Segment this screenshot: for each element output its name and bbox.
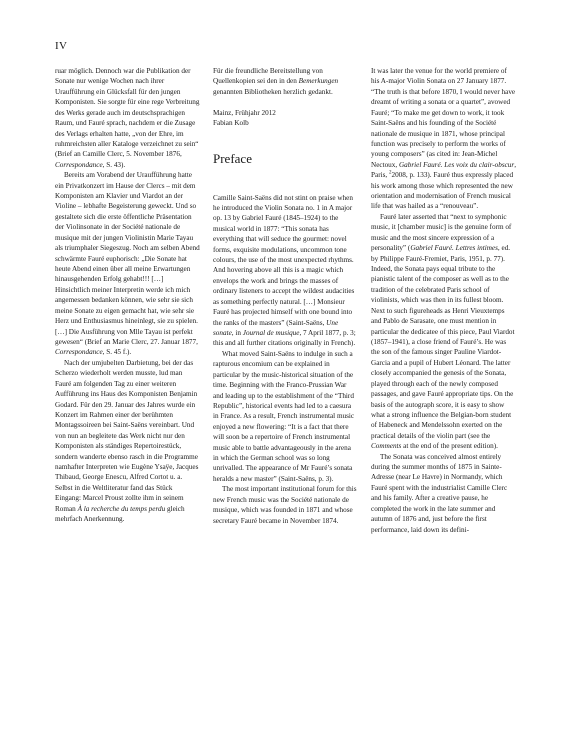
paragraph: It was later the venue for the world premiere of his A-major Violin Sonata on 27 January 1877. “The truth is that before 1870, I would never have dreamt of writing a sonata or a quartet”, avowed Fauré; “To make me get down to work, it took Saint-Saëns and his founding of the Société nationale de musique in 1871, whose principal function was precisely to perform the works of young composers” (as cited in: Jean-Michel Nectoux, Gabriel Fauré. Les voix du clair-obscur, Paris, $^2$2008, p. 133). Fauré thus expressly placed his work among those which represented the new orientation and modernisation of French musical life that was hailed as a “renouveau”. [371,67,516,211]
author-name: Fabian Kolb [213,119,249,128]
paragraph: Nach der umjubelten Darbietung, bei der das Scherzo wiederholt werden musste, lud man Fauré am folgenden Tag zu einer weiteren Aufführung ins Haus des Komponisten Benjamin Godard. Für den 29. Januar des Jahres wurde ein Konzert im Rahmen einer der berühmten Montagssoireen bei Saint-Saëns vereinbart. Und von nun an begleitete das Werk nicht nur den Komponisten als ständiges Repertoirestück, sondern wanderte ebenso rasch in die Programme namhafter Interpreten wie Eugène Ysaÿe, Jacques Thibaud, George Enescu, Alfred Cortot u. a. Selbst in die Weltliteratur fand das Stück Eingang: Marcel Proust zollte ihm in seinem Roman À la recherche du temps perdu gleich mehrfach Anerkennung. [55,358,199,524]
paragraph: The Sonata was conceived almost entirely during the summer months of 1875 in Sainte-Adresse (near Le Havre) in Normandy, which Fauré spent with the industrialist Camille Clerc and his family. After a creative pause, he completed the work in the late summer and autumn of 1876 and, just before the first performance, laid down its defini- [371,452,508,534]
section-heading-preface: Preface [213,150,252,166]
text-column-english [371,66,516,535]
place-date: Mainz, Frühjahr 2012 [213,108,276,117]
paragraph: Fauré later asserted that “next to symphonic music, it [chamber music] is the genuine form of music and the most sincere expression of a personality” (Gabriel Fauré. Lettres intimes, ed. by Philippe Fauré-Fremiet, Paris, 1951, p. 77). Indeed, the Sonata pays equal tribute to the pianistic talent of the composer as well as to the tradition of the celebrated Paris school of violinists, which was then in its fullest bloom. Next to such figureheads as Henri Vieuxtemps and Pablo de Sarasate, one must mention in particular the dedicatee of this piece, Paul Viardot (1857–1941), a close friend of Fauré’s. He was the son of the famous singer Pauline Viardot-Garcia and a pupil of Hubert Léonard. The latter closely accompanied the genesis of the Sonata, played through each of the newly composed passages, and gave Fauré appropriate tips. On the basis of the autograph score, it is easy to show what a strong influence the Belgian-born student of Habeneck and Mendelssohn exerted on the practical details of the violin part (see the Comments at the end of the present edition). [371,212,515,451]
text-column-middle [213,66,358,526]
paragraph: ruar möglich. Dennoch war die Publikation der Sonate nur wenige Wochen nach ihrer Uraufführung ein Glücksfall für den jungen Komponisten. Sie sorgte für eine rege Verbreitung des Werks gerade auch im deutschsprachigen Raum, und Fauré sprach, nachdem er die Zusage des Verlags erhalten hatte, „von der Ehre, im ruhmreichsten aller Kataloge verzeichnet zu sein“ (Brief an Camille Clerc, 5. November 1876, Correspondance, S. 43). [55,67,200,169]
paragraph: Bereits am Vorabend der Uraufführung hatte ein Privatkonzert im Hause der Clercs – mit dem Komponisten am Klavier und Viardot an der Violine – lebhafte Begeisterung geweckt. Und so gestaltete sich die erste öffentliche Präsentation der Violinsonate in der Société nationale de musique mit der jungen Violinistin Marie Tayau als triumphaler Siegeszug. Noch am selben Abend schwärmte Fauré euphorisch: „Die Sonate hat heute Abend einen über all meine Erwartungen hinausgehenden Erfolg gehabt!!! […] Hinsichtlich meiner Interpretin werde ich mich angemessen bedanken können, wie sehr sie sich meine Sonate zu eigen gemacht hat, wie sehr sie Herz und Enthusiasmus hineinlegt, sie zu spielen. […] Die Ausführung von Mlle Tayau ist perfekt gewesen“ (Brief an Marie Clerc, 27. Januar 1877, Correspondance, S. 45 f.). [55,171,200,357]
paragraph: What moved Saint-Saëns to indulge in such a rapturous encomium can be explained in particular by the music-historical situation of the time. Beginning with the Franco-Prussian War and leading up to the establishment of the “Third Republic”, historical events had led to a caesura in France. As a result, French instrumental music enjoyed a new flowering: “It is a fact that there will soon be a repertoire of French instrumental music able to battle advantageously in the arena in which the German school was so long unrivalled. The appearance of Mr Fauré’s sonata heralds a new master” (Saint-Saëns, p. 3). [213,349,355,483]
text-column-german [55,66,200,525]
paragraph: The most important institutional forum for this new French music was the Société nationale de musique, which was founded in 1871 and whose secretary Fauré became in November 1874. [213,485,357,525]
acknowledgement: Für die freundliche Bereitstellung von Quellenkopien sei den in den Bemerkungen genannten Bibliotheken herzlich gedankt. [213,67,339,96]
paragraph: Camille Saint-Saëns did not stint on praise when he introduced the Violin Sonata no. 1 in A major op. 13 by Gabriel Fauré (1845–1924) to the musical world in 1877: “This sonata has everything that will seduce the gourmet: novel forms, exquisite modulations, uncommon tone colours, the use of the most unexpected rhythms. And hovering above all this is a magic which envelops the work and brings the masses of ordinary listeners to accept the wildest audacities as something perfectly natural. […] Monsieur Fauré has projected himself with one bound into the ranks of the masters” (Saint-Saëns, Une sonate, in Journal de musique, 7 April 1877, p. 3; this and all further citations originally in French). [213,193,356,348]
page-number: IV [55,40,68,52]
